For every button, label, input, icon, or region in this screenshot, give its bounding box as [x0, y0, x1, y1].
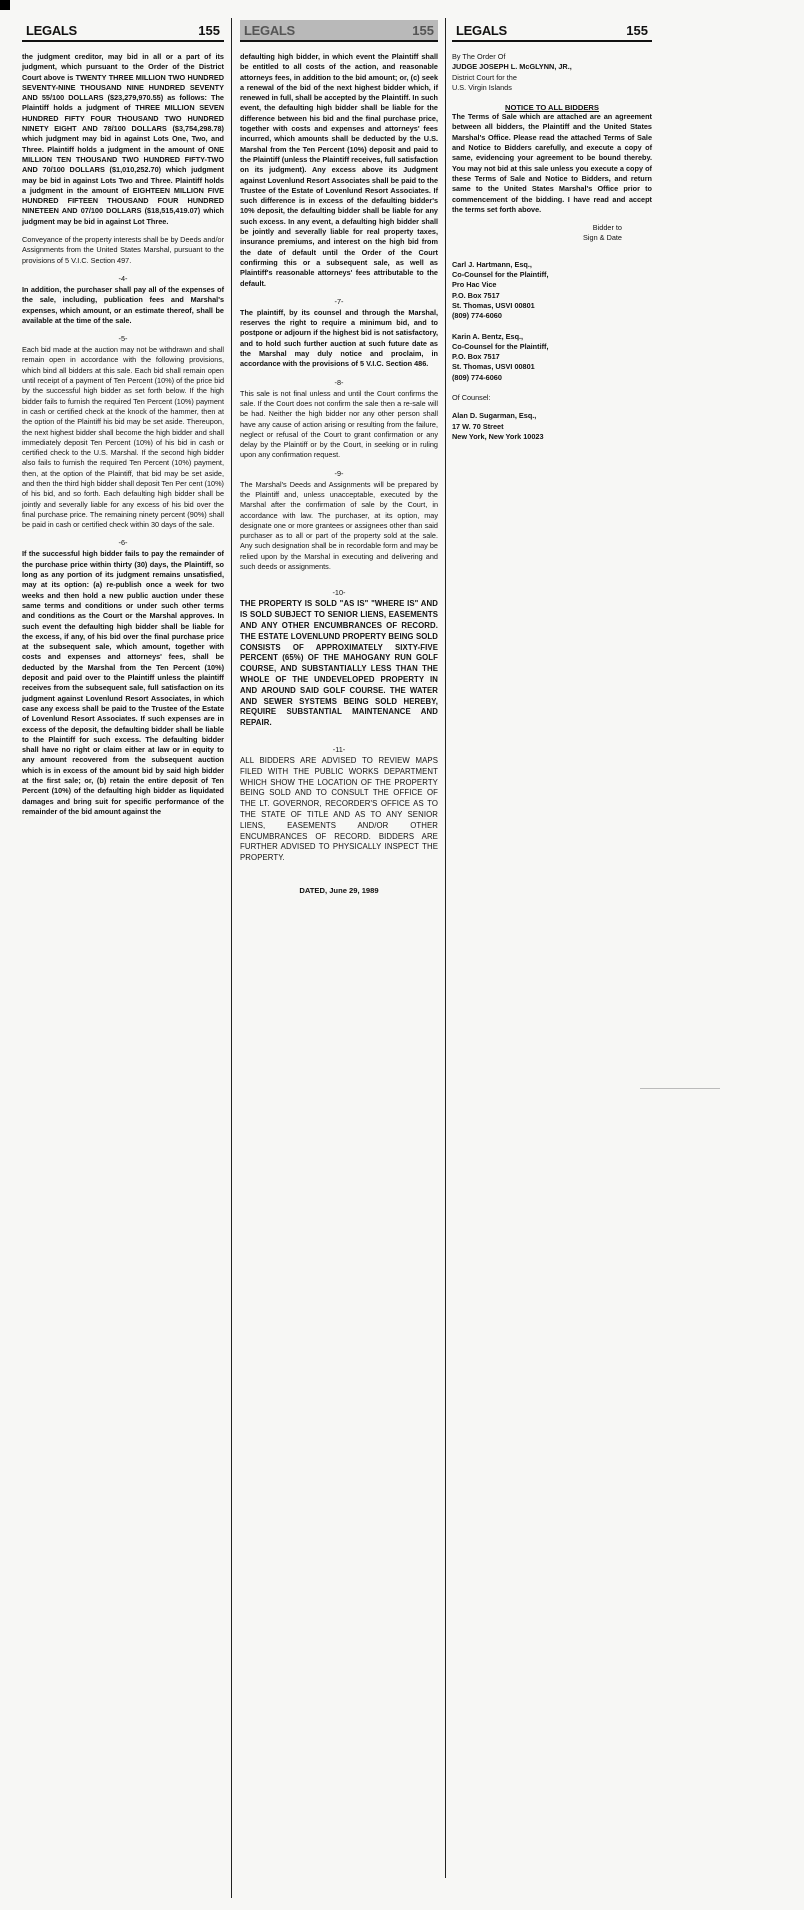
- address-line: St. Thomas, USVI 00801: [452, 300, 535, 310]
- address-line: 17 W. 70 Street: [452, 421, 504, 431]
- section-number: -10-: [332, 588, 346, 598]
- of-counsel-label: Of Counsel:: [452, 393, 491, 403]
- paragraph-as-is: THE PROPERTY IS SOLD "AS IS" "WHERE IS" AND IS SOLD SUBJECT TO SENIOR LIENS, EASEMENTS AND ANY OTHER ENCUMBRANCES OF RECORD. THE ESTATE LOVENLUND PROPERTY BEING SOLD CONSISTS OF APPROXIMATELY SIXTY-FIVE PERCENT (65%) OF THE MAHOGANY RUN GOLF COURSE, AND SUBSTANTIALLY LESS THAN THE WHOLE OF THE UNDEVELOPED PROPERTY IN AND AROUND SAID GOLF COURSE. THE WATER AND SEWER SYSTEMS BEING SOLD HEREBY, REQUIRE SUBSTANTIAL MAINTENANCE AND REPAIR.: [240, 599, 438, 728]
- order-line: U.S. Virgin Islands: [452, 82, 512, 92]
- address-line: Alan D. Sugarman, Esq.,: [452, 411, 537, 421]
- dated-line: DATED, June 29, 1989: [299, 885, 379, 895]
- address-line: St. Thomas, USVI 00801: [452, 362, 535, 372]
- paragraph-expenses: In addition, the purchaser shall pay all of the expenses of the sale, including, publication fees and Marshal's expenses, which amount, or an estimate thereof, shall be available at the time of the sale.: [22, 284, 224, 325]
- paragraph-minimum-bid: The plaintiff, by its counsel and through the Marshal, reserves the right to require a minimum bid, and to postpone or adjourn if the highest bid is not satisfactory, and to hold such further auction at such future date as the Marshal may duly notice and proclaim, in accordance with the provisions of 5 V.I.C. Section 486.: [240, 307, 438, 369]
- judge-name: JUDGE JOSEPH L. McGLYNN, JR.,: [452, 62, 572, 72]
- section-label: LEGALS: [26, 22, 77, 38]
- section-number: -11-: [332, 744, 346, 754]
- print-smudge: [640, 1088, 720, 1089]
- counsel-address-1: [452, 260, 652, 322]
- column-rule-1: [231, 18, 232, 1898]
- address-line: Pro Hac Vice: [452, 280, 497, 290]
- address-line: New York, New York 10023: [452, 431, 544, 441]
- column-header: [452, 20, 652, 42]
- paragraph-confirmation: This sale is not final unless and until the Court confirms the sale. If the Court does not confirm the sale then a re-sale will be had. Neither the high bidder nor any other person shall have any cause of action arising or resulting from the failure, neglect or refusal of the Court to grant confirmation or any delay by the Plaintiff or by the Court, in seeking or in ruling upon any confirmation request.: [240, 388, 438, 460]
- court-order-block: [452, 52, 652, 93]
- section-label: LEGALS: [456, 22, 507, 38]
- address-line: (809) 774-6060: [452, 372, 502, 382]
- paragraph-default: If the successful high bidder fails to pay the remainder of the purchase price within thirty (30) days, the Plaintiff, so long as any portion of its judgment remains unsatisfied, may at its option: (a) re-publish once a week for two weeks and then hold a new public auction under these same terms and conditions or under such other terms and conditions as the Court or the Marshal approves. In such event the defaulting high bidder shall be liable for the excess, if any, of his bid over the final purchase price at the subsequent sale, which amount, together with costs and expenses and attorneys' fees, shall be deducted by the Marshal from the Ten Percent (10%) deposit and paid over to the Plaintiff unless the plaintiff receives from the subsequent sale, full satisfaction on its judgment against Lovenlund Resort Associates, in which case any excess shall be paid to the Trustee of the Estate of Lovenlund Resort Associates. If such expenses are in excess of the deposit, the defaulting bidder shall be liable to the Plaintiff for such excess. The defaulting bidder shall have no right or claim either at law or in equity to any amount recovered from the subsequent auction which is in excess of the amount bid by said high bidder at the first sale; or, (b) retain the entire deposit of Ten Percent (10%) of the defaulting high bidder as liquidated damages and bring suit for specific performance of the remainder of the bid amount against the: [22, 549, 224, 816]
- column-header: [22, 20, 224, 42]
- section-number: -9-: [334, 468, 344, 478]
- address-line: (809) 774-6060: [452, 311, 502, 321]
- paragraph-conveyance: Conveyance of the property interests shall be by Deeds and/or Assignments from the United States Marshal, pursuant to the provisions of 5 V.I.C. Section 497.: [22, 235, 224, 265]
- counsel-address-2: [452, 332, 652, 383]
- page-number: 155: [626, 22, 648, 38]
- page-number: 155: [198, 22, 220, 38]
- paragraph-deeds: The Marshal's Deeds and Assignments will be prepared by the Plaintiff and, unless unacceptable, executed by the Marshal after the confirmation of sale by the Court, in accordance with law. The purchaser, at its option, may designate one or more grantees or assignees other than said purchaser as to all or part of the property sold at the sale. Any such designation shall be in recordable form and may be relied upon by the Marshal in executing and delivering and such deeds or assignments.: [240, 479, 438, 572]
- notice-body: The Terms of Sale which are attached are an agreement between all bidders, the Plaintiff and the United States Marshal's Office. Please read the attached Terms of Sale and Notice to Bidders carefully, and execute a copy of same, evidencing your agreement to be bound thereby. You may not bid at this sale unless you execute a copy of these Terms of Sale and Notice to Bidders, and return same to the United States Marshal's Office prior to commencement of the bidding. I have read and accept the terms set forth above.: [452, 112, 652, 214]
- section-number: -8-: [334, 377, 344, 387]
- signature-line: Sign & Date: [583, 233, 622, 243]
- address-line: P.O. Box 7517: [452, 290, 500, 300]
- column-1: [22, 20, 224, 817]
- address-line: Co-Counsel for the Plaintiff,: [452, 341, 549, 351]
- signature-line: Bidder to: [592, 223, 622, 233]
- column-header: [240, 20, 438, 42]
- section-number: -7-: [334, 296, 344, 306]
- paragraph-bids: Each bid made at the auction may not be withdrawn and shall remain open in accordance with the following provisions, which bind all bidders at this sale. Each bid shall remain open until receipt of a payment of Ten Percent (10%) of the price bid by the successful high bidder as set forth below. If the high bidder fails to furnish the required Ten Percent (10%) payment in cash or certified check at the knock of the hammer, then at the option of the Plaintiff his bid may be set aside. Thereupon, the next highest bidder shall become the high bidder and shall immediately deposit Ten Percent (10%) of his bid in cash or certified check to the U.S. Marshal. If the second high bidder also fails to furnish the required Ten Percent (10%) payment, then, at the option of the Plaintiff, that bid may be set aside, and then the third high bidder shall deposit Ten Per cent (10%) of his bid, and so forth. Each defaulting high bidder shall be jointly and severally liable for any excess of his bid over the final purchase price. The remaining ninety percent (90%) shall be paid in cash or certified check within 30 days of the sale.: [22, 345, 224, 530]
- address-line: Co-Counsel for the Plaintiff,: [452, 270, 549, 280]
- counsel-address-3: [452, 411, 652, 442]
- paragraph-advisory: ALL BIDDERS ARE ADVISED TO REVIEW MAPS FILED WITH THE PUBLIC WORKS DEPARTMENT WHICH SHOW THE LOCATION OF THE PROPERTY BEING SOLD AND TO CONSULT THE OFFICE OF THE LT. GOVERNOR, RECORDER'S OFFICE AS TO THE STATE OF TITLE AND AS TO ANY SENIOR LIENS, EASEMENTS AND/OR OTHER ENCUMBRANCES OF RECORD. BIDDERS ARE FURTHER ADVISED TO PHYSICALLY INSPECT THE PROPERTY.: [240, 755, 438, 863]
- page-number: 155: [412, 22, 434, 38]
- column-3: [452, 20, 652, 442]
- corner-mark: [0, 0, 10, 10]
- section-number: -4-: [118, 273, 128, 283]
- column-2: [240, 20, 438, 895]
- address-line: Karin A. Bentz, Esq.,: [452, 331, 524, 341]
- section-number: -6-: [118, 538, 128, 548]
- address-line: P.O. Box 7517: [452, 352, 500, 362]
- column-rule-2: [445, 18, 446, 1878]
- paragraph-judgment: the judgment creditor, may bid in all or a part of its judgment, which pursuant to the Order of the District Court above is TWENTY THREE MILLION TWO HUNDRED SEVENTY-NINE THOUSAND NINE HUNDRED SEVENTY AND 55/100 DOLLARS ($23,279,970.55) as follows: The Plaintiff holds a judgment of THREE MILLION SEVEN HUNDRED FIFTY FOUR THOUSAND TWO HUNDRED NINETY EIGHT AND 78/100 DOLLARS ($3,754,298.78) which judgment may bid in against Lots One, Two, and Three. Plaintiff holds a judgment in the amount of ONE MILLION TEN THOUSAND TWO HUNDRED FIFTY-TWO AND 70/100 DOLLARS ($1,010,252.70) which judgment may be bid in against Lots Two and Three. Plaintiff holds a judgment in the amount of EIGHTEEN MILLION FIVE HUNDRED FIFTEEN THOUSAND FOUR HUNDRED NINETEEN AND 07/100 DOLLARS ($18,515,419.07) which judgment may be bid in against Lot Three.: [22, 52, 224, 226]
- section-label: LEGALS: [244, 22, 295, 38]
- order-line: By The Order Of: [452, 52, 506, 61]
- signature-note: [452, 223, 652, 244]
- paragraph-default-continued: defaulting high bidder, in which event the Plaintiff shall be entitled to all costs of the action, and reasonable attorneys fees, in addition to the bid amount; or, (c) seek a renewal of the bid of the next highest bidder which, if renewed in full, shall be accepted by the Plaintiff. In such event, the defaulting high bidder shall be liable for the difference between his bid and the final purchase price, together with costs and expenses and attorneys' fees incurred, which amounts shall be deducted by the U.S. Marshal from the Ten Percent (10%) deposit and paid to the Plaintiff (unless the Plaintiff receives, full satisfaction on its judgment). Any excess above its Judgment against Lovenlund Resort Associates shall be paid to the Trustee of the Estate of Lovenlund Resort Associates. If such difference is in excess of the defaulting bidder's 10% deposit, the defaulting bidder shall be liable for any such excess. In any event, a defaulting high bidder shall be jointly and severally liable for real property taxes, insurance premiums, and interest on the high bid from the date of default until the Order of the Court confirming this or a subsequent sale, as well as Plaintiff's reasonable attorneys' fees attributable to the default.: [240, 52, 439, 288]
- notice-title: NOTICE TO ALL BIDDERS: [505, 103, 599, 113]
- order-line: District Court for the: [452, 72, 517, 82]
- address-line: Carl J. Hartmann, Esq.,: [452, 259, 532, 269]
- section-number: -5-: [118, 334, 128, 344]
